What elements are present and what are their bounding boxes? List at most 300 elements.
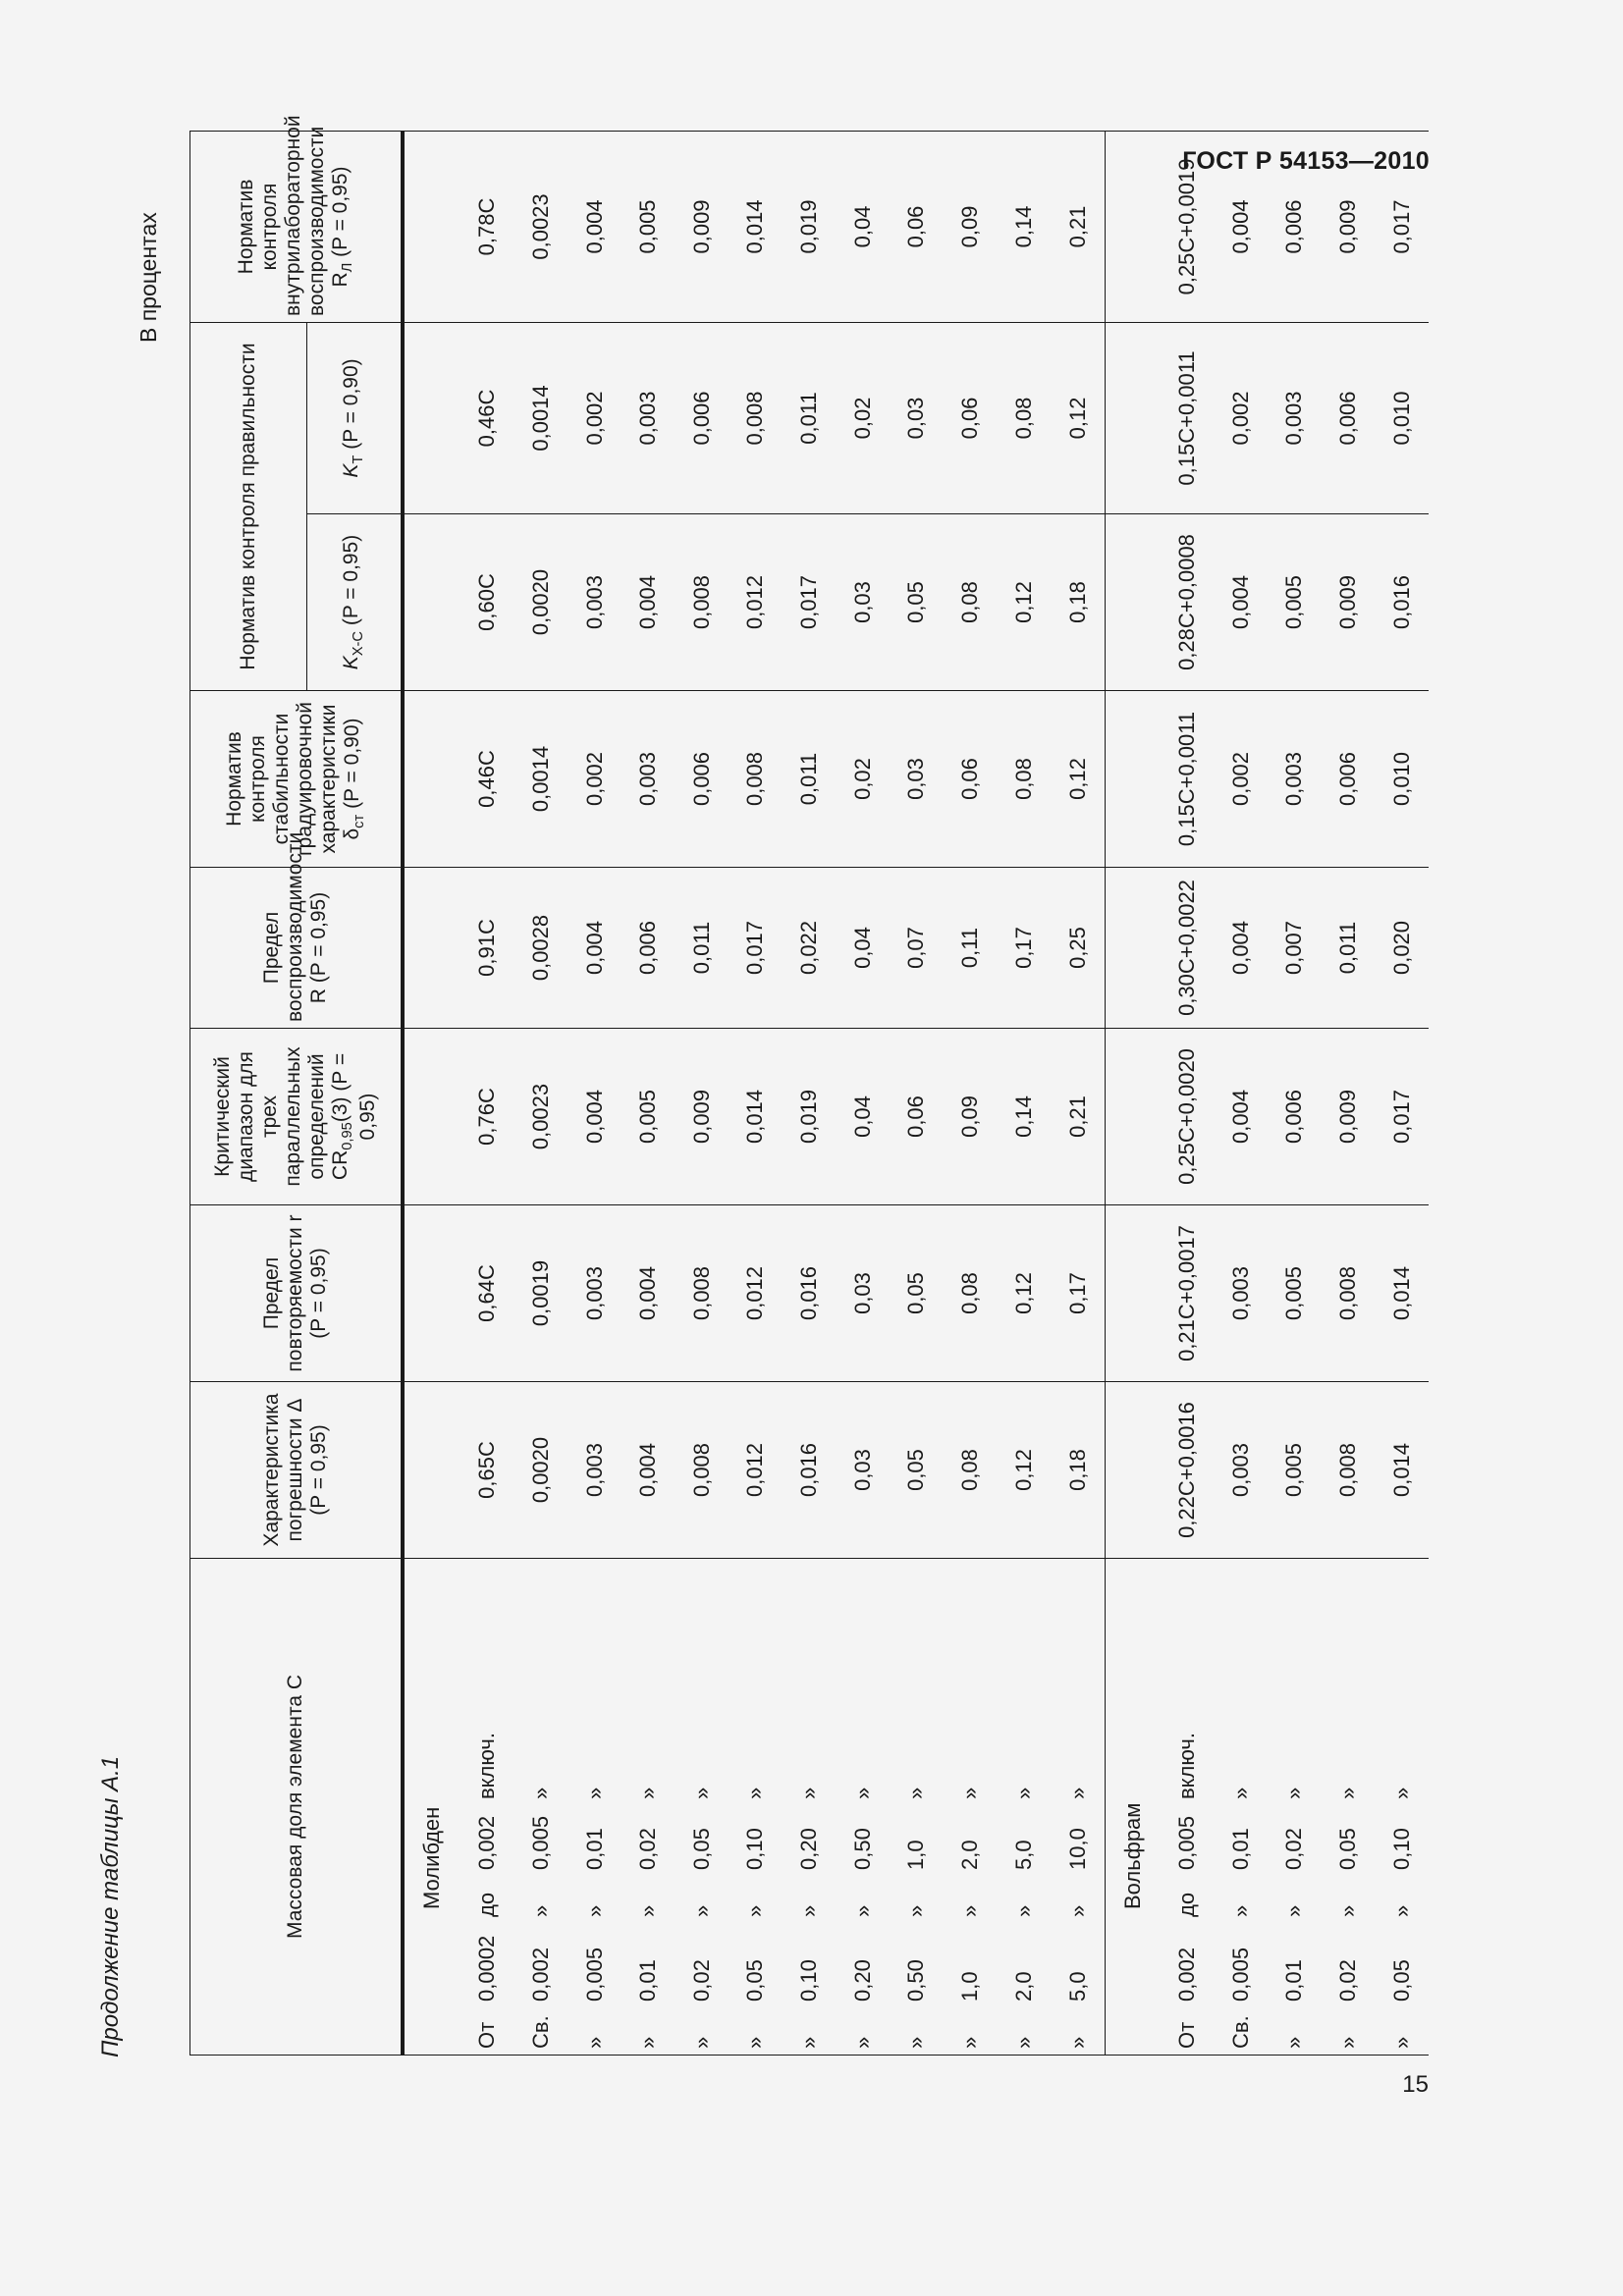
col-mass-fraction: Массовая доля элемента C bbox=[190, 1559, 404, 2056]
value-cell: 0,004 bbox=[568, 868, 622, 1029]
value-cell: 0,78C bbox=[460, 131, 514, 322]
range-mid: » bbox=[796, 1904, 822, 1917]
range-to: 0,05 bbox=[1334, 1828, 1360, 1870]
value-cell: 0,03 bbox=[836, 1382, 890, 1559]
range-post: » bbox=[1064, 1787, 1090, 1799]
empty-cell bbox=[1106, 868, 1161, 1029]
range-to: 0,50 bbox=[849, 1828, 875, 1870]
value-cell: 0,020 bbox=[1375, 868, 1429, 1029]
group-name: Молибден bbox=[403, 1559, 460, 2056]
range-post: » bbox=[527, 1787, 553, 1799]
value-cell: 0,07 bbox=[890, 868, 944, 1029]
table-caption: Продолжение таблицы А.1 bbox=[97, 1755, 124, 2057]
range-to: 5,0 bbox=[1010, 1840, 1036, 1870]
mass-range-cell bbox=[1268, 1559, 1322, 2056]
value-cell: 0,17 bbox=[1051, 1205, 1106, 1382]
value-cell: 0,014 bbox=[1375, 1205, 1429, 1382]
table-row bbox=[1051, 131, 1106, 2055]
col-error: Характеристика погрешности Δ (P = 0,95) bbox=[190, 1382, 404, 1559]
value-cell: 0,0014 bbox=[514, 691, 568, 868]
range-from: 0,005 bbox=[581, 1947, 607, 2002]
value-cell: 0,003 bbox=[1268, 691, 1322, 868]
value-cell: 0,003 bbox=[1214, 1382, 1268, 1559]
mass-range-cell bbox=[1161, 1559, 1215, 2056]
table-row bbox=[997, 131, 1051, 2055]
value-cell: 0,008 bbox=[675, 1205, 729, 1382]
value-cell: 0,06 bbox=[944, 322, 998, 513]
table-body bbox=[403, 131, 1429, 2055]
range-pre: » bbox=[581, 2036, 607, 2049]
value-cell: 0,21C+0,0017 bbox=[1161, 1205, 1215, 1382]
col-intralab-text: Норматив контроля внутрилабораторной воспроизводимости R bbox=[234, 115, 352, 316]
value-cell: 0,005 bbox=[1268, 1205, 1322, 1382]
value-cell: 0,004 bbox=[1214, 514, 1268, 691]
col-kxc-tail: (P = 0,95) bbox=[340, 534, 363, 631]
value-cell: 0,0020 bbox=[514, 514, 568, 691]
table-row bbox=[944, 131, 998, 2055]
mass-range-cell bbox=[890, 1559, 944, 2056]
range-pre: Св. bbox=[527, 2015, 553, 2049]
value-cell: 0,004 bbox=[568, 131, 622, 322]
value-cell: 0,06 bbox=[890, 1029, 944, 1205]
value-cell: 0,0019 bbox=[514, 1205, 568, 1382]
value-cell: 0,14 bbox=[997, 1029, 1051, 1205]
value-cell: 0,60C bbox=[460, 514, 514, 691]
value-cell: 0,005 bbox=[1268, 1382, 1322, 1559]
range-mid: » bbox=[1281, 1904, 1307, 1917]
empty-cell bbox=[403, 1205, 460, 1382]
value-cell: 0,03 bbox=[890, 322, 944, 513]
range-pre: » bbox=[849, 2036, 875, 2049]
range-to: 2,0 bbox=[957, 1840, 983, 1870]
range-mid: » bbox=[957, 1904, 983, 1917]
value-cell: 0,08 bbox=[997, 322, 1051, 513]
col-kt-tail: (P = 0,90) bbox=[340, 358, 363, 455]
range-pre: » bbox=[1010, 2036, 1036, 2049]
table-row bbox=[890, 131, 944, 2055]
value-cell: 0,009 bbox=[675, 1029, 729, 1205]
group-name: Вольфрам bbox=[1106, 1559, 1161, 2056]
value-cell: 0,0020 bbox=[514, 1382, 568, 1559]
mass-range-cell bbox=[836, 1559, 890, 2056]
value-cell: 0,007 bbox=[1268, 868, 1322, 1029]
value-cell: 0,06 bbox=[890, 131, 944, 322]
range-mid: до bbox=[1173, 1892, 1199, 1917]
value-cell: 0,0014 bbox=[514, 322, 568, 513]
value-cell: 0,12 bbox=[997, 1205, 1051, 1382]
range-mid: » bbox=[1010, 1904, 1036, 1917]
empty-cell bbox=[1106, 1382, 1161, 1559]
col-kxc-k: K bbox=[340, 656, 363, 670]
col-intralab bbox=[190, 115, 404, 322]
value-cell: 0,016 bbox=[1375, 514, 1429, 691]
mass-range-cell bbox=[460, 1559, 514, 2056]
value-cell: 0,009 bbox=[1321, 514, 1375, 691]
value-cell: 0,25C+0,0020 bbox=[1161, 1029, 1215, 1205]
value-cell: 0,017 bbox=[1375, 131, 1429, 322]
value-cell: 0,12 bbox=[1051, 322, 1106, 513]
value-cell: 0,0023 bbox=[514, 1029, 568, 1205]
value-cell: 0,65C bbox=[460, 1382, 514, 1559]
value-cell: 0,15C+0,0011 bbox=[1161, 691, 1215, 868]
range-from: 5,0 bbox=[1064, 1971, 1090, 2002]
mass-range-cell bbox=[944, 1559, 998, 2056]
value-cell: 0,09 bbox=[944, 131, 998, 322]
table-row bbox=[1375, 131, 1429, 2055]
value-cell: 0,02 bbox=[836, 322, 890, 513]
value-cell: 0,008 bbox=[1321, 1205, 1375, 1382]
col-stability-tail: (P = 0,90) bbox=[341, 718, 364, 815]
page-number: 15 bbox=[1402, 2071, 1429, 2098]
value-cell: 0,11 bbox=[944, 868, 998, 1029]
range-to: 0,002 bbox=[474, 1815, 500, 1870]
value-cell: 0,019 bbox=[783, 1029, 837, 1205]
table-row bbox=[729, 131, 783, 2055]
range-post: » bbox=[903, 1787, 929, 1799]
table-row bbox=[1214, 131, 1268, 2055]
value-cell: 0,30C+0,0022 bbox=[1161, 868, 1215, 1029]
range-from: 2,0 bbox=[1010, 1971, 1036, 2002]
mass-range-cell bbox=[1214, 1559, 1268, 2056]
range-pre: » bbox=[1388, 2036, 1414, 2049]
value-cell: 0,05 bbox=[890, 1382, 944, 1559]
value-cell: 0,005 bbox=[622, 131, 676, 322]
table-row bbox=[675, 131, 729, 2055]
col-stability bbox=[190, 691, 404, 868]
col-kt-k: K bbox=[340, 463, 363, 478]
value-cell: 0,12 bbox=[997, 514, 1051, 691]
range-to: 0,005 bbox=[527, 1815, 553, 1870]
mass-range-cell bbox=[675, 1559, 729, 2056]
value-cell: 0,006 bbox=[1268, 1029, 1322, 1205]
value-cell: 0,012 bbox=[729, 1205, 783, 1382]
range-pre: » bbox=[1334, 2036, 1360, 2049]
table-row bbox=[568, 131, 622, 2055]
value-cell: 0,003 bbox=[622, 322, 676, 513]
empty-cell bbox=[1106, 1029, 1161, 1205]
value-cell: 0,28C+0,0008 bbox=[1161, 514, 1215, 691]
range-to: 0,05 bbox=[688, 1828, 714, 1870]
range-pre: » bbox=[796, 2036, 822, 2049]
col-critical-range-text: Критический диапазон для трех параллельных определений CR bbox=[210, 1046, 352, 1187]
empty-cell bbox=[403, 868, 460, 1029]
value-cell: 0,014 bbox=[1375, 1382, 1429, 1559]
value-cell: 0,22C+0,0016 bbox=[1161, 1382, 1215, 1559]
range-to: 1,0 bbox=[903, 1840, 929, 1870]
value-cell: 0,12 bbox=[1051, 691, 1106, 868]
table-row bbox=[622, 131, 676, 2055]
table-row bbox=[460, 131, 514, 2055]
value-cell: 0,25C+0,0019 bbox=[1161, 131, 1215, 322]
range-from: 0,02 bbox=[1334, 1959, 1360, 2002]
range-pre: » bbox=[957, 2036, 983, 2049]
range-mid: » bbox=[1227, 1904, 1253, 1917]
range-to: 0,02 bbox=[635, 1828, 661, 1870]
col-accuracy-group: Норматив контроля правильности bbox=[190, 322, 307, 690]
value-cell: 0,006 bbox=[675, 322, 729, 513]
value-cell: 0,17 bbox=[997, 868, 1051, 1029]
value-cell: 0,14 bbox=[997, 131, 1051, 322]
range-pre: » bbox=[635, 2036, 661, 2049]
value-cell: 0,006 bbox=[675, 691, 729, 868]
range-post: » bbox=[1227, 1787, 1253, 1799]
value-cell: 0,004 bbox=[1214, 1029, 1268, 1205]
empty-cell bbox=[403, 322, 460, 513]
value-cell: 0,005 bbox=[1268, 514, 1322, 691]
value-cell: 0,02 bbox=[836, 691, 890, 868]
col-kt-sub: Т bbox=[351, 454, 367, 464]
range-from: 0,002 bbox=[527, 1947, 553, 2002]
col-critical-range bbox=[190, 1029, 404, 1205]
value-cell: 0,004 bbox=[568, 1029, 622, 1205]
mass-range-cell bbox=[783, 1559, 837, 2056]
value-cell: 0,05 bbox=[890, 514, 944, 691]
value-cell: 0,04 bbox=[836, 1029, 890, 1205]
range-from: 0,20 bbox=[849, 1959, 875, 2002]
value-cell: 0,03 bbox=[836, 1205, 890, 1382]
range-mid: » bbox=[527, 1904, 553, 1917]
value-cell: 0,08 bbox=[944, 1205, 998, 1382]
table-row bbox=[514, 131, 568, 2055]
range-from: 0,05 bbox=[1388, 1959, 1414, 2002]
value-cell: 0,004 bbox=[1214, 868, 1268, 1029]
table-row bbox=[1161, 131, 1215, 2055]
range-from: 1,0 bbox=[957, 1971, 983, 2002]
value-cell: 0,010 bbox=[1375, 691, 1429, 868]
empty-cell bbox=[1106, 691, 1161, 868]
range-post: » bbox=[796, 1787, 822, 1799]
range-from: 0,10 bbox=[796, 1959, 822, 2002]
value-cell: 0,46C bbox=[460, 691, 514, 868]
value-cell: 0,002 bbox=[568, 691, 622, 868]
range-pre: » bbox=[1281, 2036, 1307, 2049]
value-cell: 0,003 bbox=[1268, 322, 1322, 513]
range-from: 0,01 bbox=[635, 1959, 661, 2002]
value-cell: 0,016 bbox=[783, 1205, 837, 1382]
range-pre: » bbox=[742, 2036, 768, 2049]
value-cell: 0,03 bbox=[890, 691, 944, 868]
mass-range-cell bbox=[514, 1559, 568, 2056]
range-mid: » bbox=[635, 1904, 661, 1917]
value-cell: 0,017 bbox=[729, 868, 783, 1029]
range-pre: Св. bbox=[1227, 2015, 1253, 2049]
empty-cell bbox=[1106, 514, 1161, 691]
mass-range-cell bbox=[997, 1559, 1051, 2056]
range-mid: » bbox=[1064, 1904, 1090, 1917]
col-reproducibility: Предел воспроизводимости R (P = 0,95) bbox=[190, 868, 404, 1029]
range-to: 0,01 bbox=[581, 1828, 607, 1870]
value-cell: 0,002 bbox=[1214, 691, 1268, 868]
range-mid: до bbox=[474, 1892, 500, 1917]
value-cell: 0,04 bbox=[836, 868, 890, 1029]
range-post: включ. bbox=[1173, 1733, 1199, 1799]
value-cell: 0,25 bbox=[1051, 868, 1106, 1029]
table-row bbox=[1321, 131, 1375, 2055]
empty-cell bbox=[1106, 322, 1161, 513]
range-mid: » bbox=[1388, 1904, 1414, 1917]
value-cell: 0,017 bbox=[783, 514, 837, 691]
value-cell: 0,006 bbox=[1321, 691, 1375, 868]
value-cell: 0,0028 bbox=[514, 868, 568, 1029]
range-post: » bbox=[581, 1787, 607, 1799]
value-cell: 0,18 bbox=[1051, 514, 1106, 691]
range-from: 0,50 bbox=[903, 1959, 929, 2002]
range-mid: » bbox=[688, 1904, 714, 1917]
value-cell: 0,008 bbox=[729, 322, 783, 513]
value-cell: 0,0023 bbox=[514, 131, 568, 322]
range-pre: » bbox=[688, 2036, 714, 2049]
value-cell: 0,15C+0,0011 bbox=[1161, 322, 1215, 513]
value-cell: 0,004 bbox=[1214, 131, 1268, 322]
value-cell: 0,012 bbox=[729, 1382, 783, 1559]
value-cell: 0,08 bbox=[997, 691, 1051, 868]
value-cell: 0,08 bbox=[944, 514, 998, 691]
value-cell: 0,002 bbox=[568, 322, 622, 513]
value-cell: 0,009 bbox=[675, 131, 729, 322]
value-cell: 0,004 bbox=[622, 1382, 676, 1559]
value-cell: 0,005 bbox=[622, 1029, 676, 1205]
col-critical-range-tail: (3) (P = 0,95) bbox=[329, 1052, 380, 1141]
value-cell: 0,014 bbox=[729, 131, 783, 322]
value-cell: 0,003 bbox=[1214, 1205, 1268, 1382]
table-row bbox=[836, 131, 890, 2055]
range-pre: » bbox=[903, 2036, 929, 2049]
value-cell: 0,08 bbox=[944, 1382, 998, 1559]
value-cell: 0,004 bbox=[622, 514, 676, 691]
value-cell: 0,011 bbox=[1321, 868, 1375, 1029]
empty-cell bbox=[403, 691, 460, 868]
value-cell: 0,006 bbox=[622, 868, 676, 1029]
value-cell: 0,04 bbox=[836, 131, 890, 322]
value-cell: 0,017 bbox=[1375, 1029, 1429, 1205]
value-cell: 0,012 bbox=[729, 514, 783, 691]
mass-range-cell bbox=[1321, 1559, 1375, 2056]
units-note: В процентах bbox=[135, 212, 161, 343]
range-post: » bbox=[957, 1787, 983, 1799]
range-pre: От bbox=[474, 2021, 500, 2049]
value-cell: 0,008 bbox=[729, 691, 783, 868]
empty-cell bbox=[403, 1029, 460, 1205]
range-post: » bbox=[635, 1787, 661, 1799]
empty-cell bbox=[1106, 1205, 1161, 1382]
value-cell: 0,008 bbox=[675, 1382, 729, 1559]
value-cell: 0,76C bbox=[460, 1029, 514, 1205]
data-table bbox=[189, 115, 1429, 2056]
group-row bbox=[403, 131, 460, 2055]
value-cell: 0,003 bbox=[622, 691, 676, 868]
empty-cell bbox=[403, 131, 460, 322]
range-from: 0,005 bbox=[1227, 1947, 1253, 2002]
mass-range-cell bbox=[622, 1559, 676, 2056]
value-cell: 0,008 bbox=[1321, 1382, 1375, 1559]
col-intralab-sub: Л bbox=[340, 262, 356, 273]
range-post: включ. bbox=[474, 1733, 500, 1799]
value-cell: 0,011 bbox=[675, 868, 729, 1029]
range-post: » bbox=[1334, 1787, 1360, 1799]
col-critical-range-sub: 0,95 bbox=[340, 1122, 356, 1150]
value-cell: 0,011 bbox=[783, 322, 837, 513]
range-to: 0,10 bbox=[1388, 1828, 1414, 1870]
range-from: 0,01 bbox=[1281, 1959, 1307, 2002]
range-to: 0,10 bbox=[742, 1828, 768, 1870]
range-to: 0,01 bbox=[1227, 1828, 1253, 1870]
value-cell: 0,03 bbox=[836, 514, 890, 691]
value-cell: 0,91C bbox=[460, 868, 514, 1029]
value-cell: 0,009 bbox=[1321, 1029, 1375, 1205]
range-post: » bbox=[1281, 1787, 1307, 1799]
range-to: 10,0 bbox=[1064, 1828, 1090, 1870]
range-post: » bbox=[688, 1787, 714, 1799]
group-row bbox=[1106, 131, 1161, 2055]
range-to: 0,02 bbox=[1281, 1828, 1307, 1870]
value-cell: 0,003 bbox=[568, 1382, 622, 1559]
value-cell: 0,008 bbox=[675, 514, 729, 691]
range-post: » bbox=[849, 1787, 875, 1799]
mass-range-cell bbox=[568, 1559, 622, 2056]
value-cell: 0,010 bbox=[1375, 322, 1429, 513]
range-mid: » bbox=[903, 1904, 929, 1917]
value-cell: 0,46C bbox=[460, 322, 514, 513]
col-kxc-sub: Х-С bbox=[351, 630, 367, 657]
value-cell: 0,011 bbox=[783, 691, 837, 868]
range-pre: От bbox=[1173, 2021, 1199, 2049]
range-mid: » bbox=[742, 1904, 768, 1917]
mass-range-cell bbox=[1375, 1559, 1429, 2056]
value-cell: 0,003 bbox=[568, 1205, 622, 1382]
value-cell: 0,004 bbox=[622, 1205, 676, 1382]
mass-range-cell bbox=[1051, 1559, 1106, 2056]
value-cell: 0,09 bbox=[944, 1029, 998, 1205]
table-header bbox=[190, 115, 404, 2055]
range-from: 0,05 bbox=[742, 1959, 768, 2002]
range-from: 0,002 bbox=[1173, 1947, 1199, 2002]
empty-cell bbox=[403, 514, 460, 691]
table-row bbox=[783, 131, 837, 2055]
value-cell: 0,006 bbox=[1268, 131, 1322, 322]
empty-cell bbox=[403, 1382, 460, 1559]
col-kt bbox=[307, 322, 404, 513]
range-to: 0,20 bbox=[796, 1828, 822, 1870]
value-cell: 0,009 bbox=[1321, 131, 1375, 322]
range-pre: » bbox=[1064, 2036, 1090, 2049]
value-cell: 0,21 bbox=[1051, 1029, 1106, 1205]
value-cell: 0,003 bbox=[568, 514, 622, 691]
range-mid: » bbox=[1334, 1904, 1360, 1917]
value-cell: 0,016 bbox=[783, 1382, 837, 1559]
range-mid: » bbox=[849, 1904, 875, 1917]
value-cell: 0,002 bbox=[1214, 322, 1268, 513]
col-stability-sub: ст bbox=[352, 814, 368, 828]
value-cell: 0,014 bbox=[729, 1029, 783, 1205]
range-from: 0,0002 bbox=[474, 1935, 500, 2002]
col-repeatability: Предел повторяемости r (P = 0,95) bbox=[190, 1205, 404, 1382]
value-cell: 0,022 bbox=[783, 868, 837, 1029]
value-cell: 0,12 bbox=[997, 1382, 1051, 1559]
value-cell: 0,05 bbox=[890, 1205, 944, 1382]
col-kxc bbox=[307, 514, 404, 691]
range-post: » bbox=[742, 1787, 768, 1799]
range-post: » bbox=[1388, 1787, 1414, 1799]
value-cell: 0,06 bbox=[944, 691, 998, 868]
range-post: » bbox=[1010, 1787, 1036, 1799]
col-intralab-tail: (P = 0,95) bbox=[329, 166, 352, 263]
value-cell: 0,006 bbox=[1321, 322, 1375, 513]
table-row bbox=[1268, 131, 1322, 2055]
range-mid: » bbox=[581, 1904, 607, 1917]
col-stability-text: Норматив контроля стабильности градуировочной характеристики δ bbox=[222, 702, 364, 856]
value-cell: 0,21 bbox=[1051, 131, 1106, 322]
value-cell: 0,019 bbox=[783, 131, 837, 322]
